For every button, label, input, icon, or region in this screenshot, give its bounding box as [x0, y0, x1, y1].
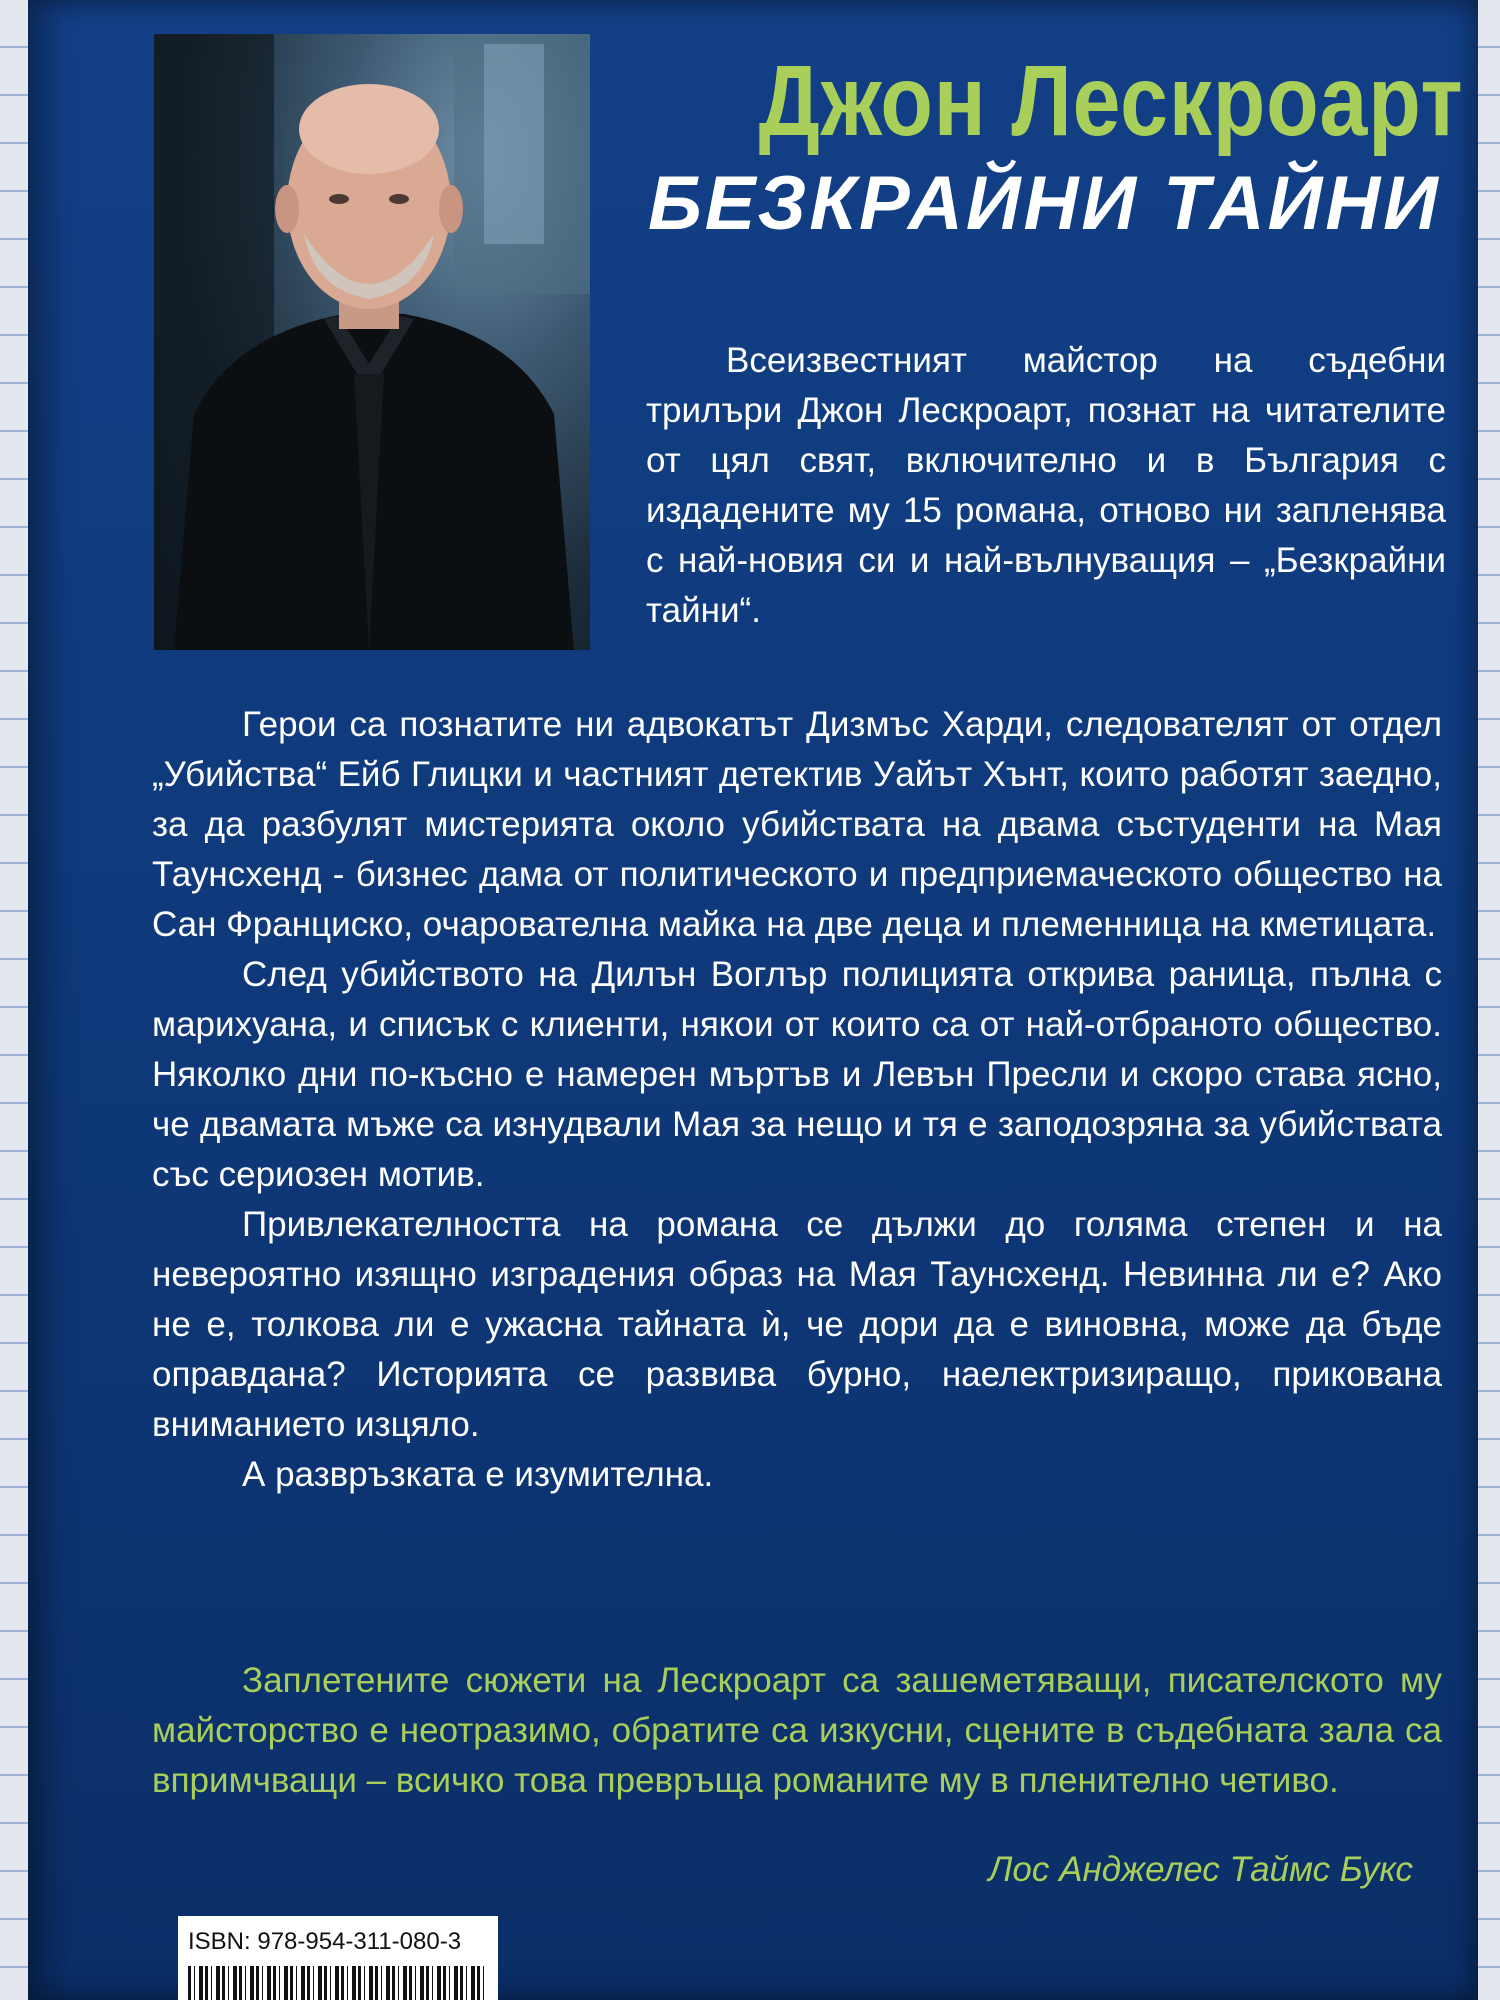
intro-paragraph: Всеизвестният майстор на съдебни трилъри Джон Лескроарт, познат на читателите от цял свят, включително и в България с издадените му 15 романа, отново ни запленява с най-новия си и най-вълнуващия – „Безкрайни тайни“. [646, 341, 1446, 630]
isbn-text: ISBN: 978-954-311-080-3 [188, 1928, 462, 1955]
review-source: Лос Анджелес Таймс Букс [988, 1850, 1413, 1889]
description-paragraph: А развръзката е изумителна. [242, 1455, 714, 1494]
book-back-cover [28, 0, 1478, 2000]
description-paragraph: Привлекателността на романа се дължи до голяма степен и на невероятно изящно изградения образ на Мая Таунсхенд. Невинна ли е? Ако не е, толкова ли е ужасна тайната ѝ, че дори да е виновна, може да бъде оправдана? Историята се развива бурно, наелектризиращо, прикована вниманието изцяло. [152, 1205, 1442, 1444]
book-title: БЕЗКРАЙНИ ТАЙНИ [648, 161, 1441, 246]
barcode-icon [188, 1966, 488, 2000]
author-portrait-icon [154, 34, 590, 650]
description-paragraph: Герои са познатите ни адвокатът Дизмъс Харди, следователят от отдел „Убийства“ Ейб Глицки и частният детектив Уайът Хънт, които работят заедно, за да разбулят мистерията около убийствата на двама състуденти на Мая Таунсхенд - бизнес дама от политическото и предприемаческото общество на Сан Франциско, очарователна майка на две деца и племенница на кметицата. [152, 705, 1442, 944]
review-quote: Заплетените сюжети на Лескроарт са зашеметяващи, писателското му майсторство е неотразимо, обратите са изкусни, сцените в съдебната зала са впримчващи – всичко това превръща романите му в пленително четиво. [152, 1661, 1442, 1800]
barcode-label [178, 1916, 498, 2000]
author-name: Джон Лескроарт [758, 45, 1464, 157]
description-block [152, 700, 1442, 1500]
author-photo [154, 34, 590, 650]
description-paragraph: След убийството на Дилън Воглър полицията открива раница, пълна с марихуана, и списък с клиенти, някои от които са от най-отбраното общество. Няколко дни по-късно е намерен мъртъв и Левън Пресли и скоро става ясно, че двамата мъже са изнудвали Мая за нещо и тя е заподозряна за убийствата със сериозен мотив. [152, 955, 1442, 1194]
